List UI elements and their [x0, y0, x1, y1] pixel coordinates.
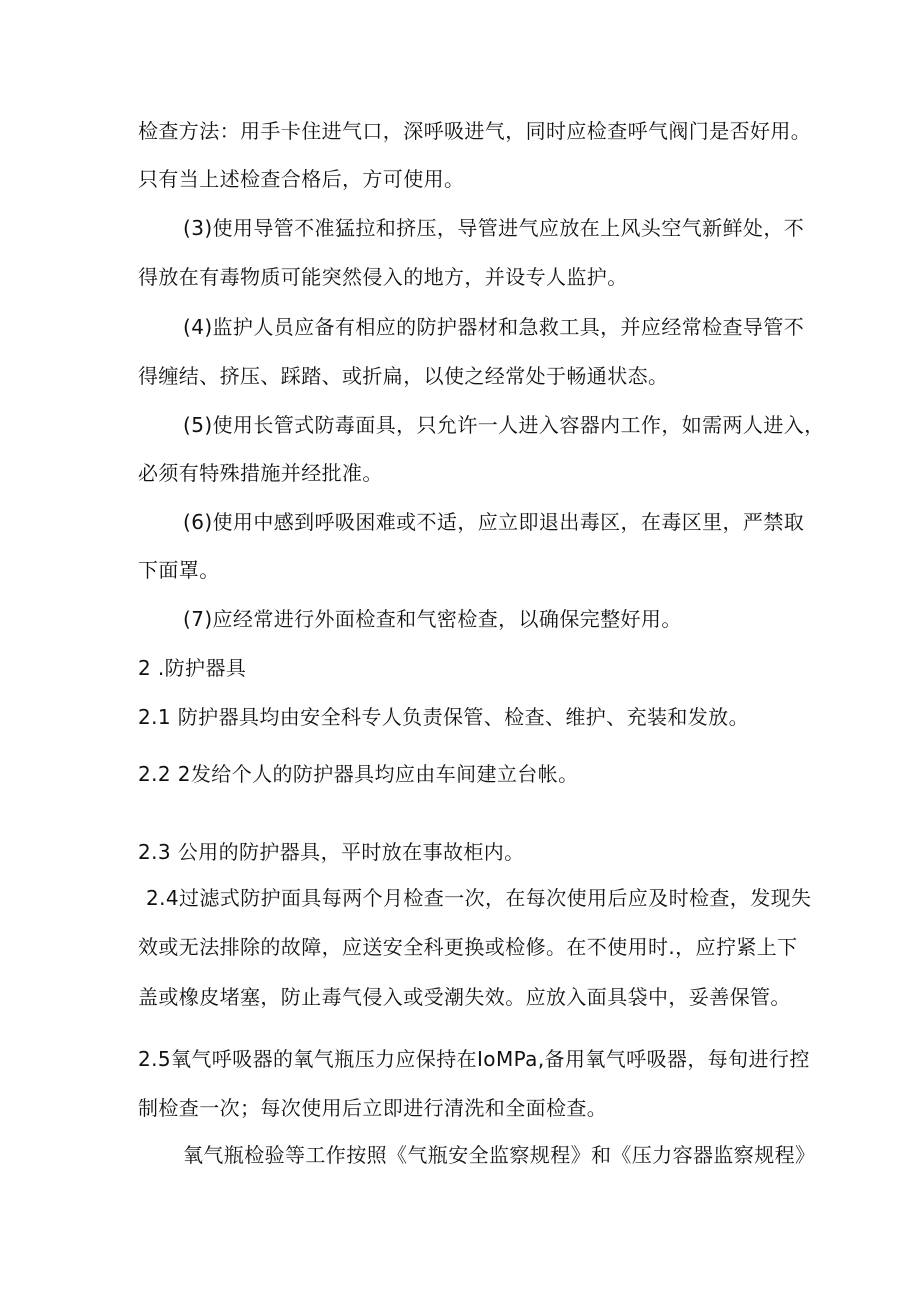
text-line: 必须有特殊措施并经批准。 — [138, 461, 383, 485]
text-line: 检查方法：用手卡住进气口，深呼吸进气，同时应检查呼气阀门是否好用。 — [138, 119, 812, 143]
text-line: 2.5氧气呼吸器的氧气瓶压力应保持在IoMPa,备用氧气呼吸器，每旬进行控 — [138, 1047, 810, 1071]
text-line: 盖或橡皮堵塞，防止毒气侵入或受潮失效。应放入面具袋中，妥善保管。 — [138, 985, 791, 1009]
text-line: (6)使用中感到呼吸困难或不适，应立即退出毒区，在毒区里，严禁取 — [183, 510, 805, 534]
text-line: 制检查一次；每次使用后立即进行清洗和全面检查。 — [138, 1096, 608, 1120]
text-line: 2.4过滤式防护面具每两个月检查一次，在每次使用后应及时检查，发现失 — [146, 886, 812, 910]
text-line: 2.2 2发给个人的防护器具均应由车间建立台帐。 — [138, 762, 579, 786]
text-line: 2.3 公用的防护器具，平时放在事故柜内。 — [138, 840, 525, 864]
text-line: 氧气瓶检验等工作按照《气瓶安全监察规程》和《压力容器监察规程》 — [183, 1143, 816, 1167]
text-line: (3)使用导管不准猛拉和挤压，导管进气应放在上风头空气新鲜处，不 — [183, 216, 805, 240]
text-line: 得放在有毒物质可能突然侵入的地方，并设专人监护。 — [138, 265, 628, 289]
text-line: (4)监护人员应备有相应的防护器材和急救工具，并应经常检查导管不 — [183, 315, 805, 339]
text-line: 下面罩。 — [138, 558, 220, 582]
text-line: 只有当上述检查合格后，方可使用。 — [138, 167, 465, 191]
text-line: 得缠结、挤压、踩踏、或折扁，以使之经常处于畅通状态。 — [138, 364, 669, 388]
text-line: (5)使用长管式防毒面具，只允许一人进入容器内工作，如需两人进入， — [183, 413, 825, 437]
section-heading: 2 .防护器具 — [138, 656, 247, 680]
text-line: 效或无法排除的故障，应送安全科更换或检修。在不使用时.，应拧紧上下 — [138, 935, 798, 959]
text-line: 2.1 防护器具均由安全科专人负责保管、检查、维护、充装和发放。 — [138, 705, 749, 729]
text-line: (7)应经常进行外面检查和气密检查，以确保完整好用。 — [183, 607, 682, 631]
